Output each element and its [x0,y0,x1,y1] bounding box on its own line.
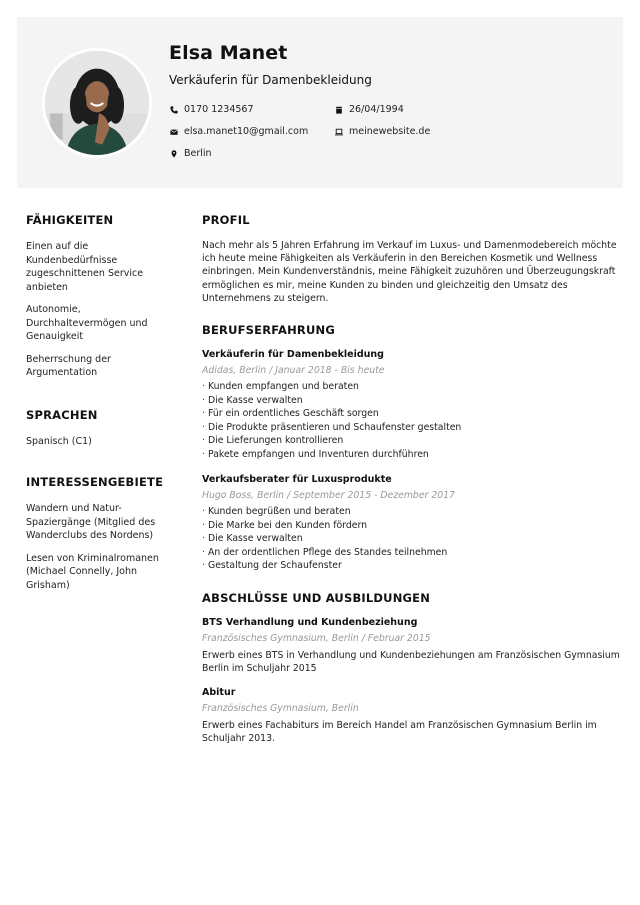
skill-item: Beherrschung der Argumentation [26,353,111,378]
languages-heading: SPRACHEN [26,407,98,422]
interests-section [26,475,181,592]
right-column [202,213,622,755]
education-heading: ABSCHLÜSSE UND AUSBILDUNGEN [202,590,431,605]
contact-email [169,126,308,137]
profile-heading: PROFIL [202,213,250,227]
portrait-illustration [45,51,149,155]
languages-section [26,408,181,449]
education-meta: Französisches Gymnasium, Berlin / Februar 2015 [202,632,431,644]
job-entry [202,349,622,461]
education-title: BTS Verhandlung und Kundenbeziehung [202,616,418,628]
job-bullet: · Die Kasse verwalten [202,394,303,406]
job-meta: Adidas, Berlin / Januar 2018 - Bis heute [202,365,385,377]
skills-section [26,213,181,380]
location-value: Berlin [184,148,212,159]
job-bullet: · Für ein ordentliches Geschäft sorgen [202,408,379,420]
website-value[interactable]: meinewebsite.de [349,126,431,137]
language-item: Spanisch (C1) [26,435,92,447]
education-text: Erwerb eines BTS in Verhandlung und Kundenbeziehungen am Französischen Gymnasium Berlin im Schuljahr 2015 [202,649,620,674]
email-value[interactable]: elsa.manet10@gmail.com [184,126,309,137]
job-bullet: · Die Produkte präsentieren und Schaufenster gestalten [202,421,462,433]
profile-text: Nach mehr als 5 Jahren Erfahrung im Verkauf im Luxus- und Damenmodebereich möchte ich heute meine Fähigkeiten als Verkäuferin in den Bereichen Kosmetik und Wellness einbringen. Mein Kundenverständnis, meine Fähigkeit zuzuhören und Überzeugungskraft ermöglichen es mir, meine Kunden zu binden und gleichzeitig den Umsatz des Unternehmens zu steigern. [202,240,617,304]
job-bullet: · An der ordentlichen Pflege des Standes teilnehmen [202,546,448,558]
interest-item: Lesen von Kriminalromanen (Michael Connelly, John Grisham) [26,552,159,591]
job-bullets [202,380,622,461]
person-job-title: Verkäuferin für Damenbekleidung [169,73,372,87]
laptop-icon [334,127,343,136]
job-bullet: · Gestaltung der Schaufenster [202,560,342,572]
job-bullet: · Kunden empfangen und beraten [202,381,359,393]
skills-heading: FÄHIGKEITEN [26,213,114,227]
education-title: Abitur [202,686,236,698]
interests-heading: INTERESSENGEBIETE [26,475,164,489]
contact-location [169,148,212,159]
job-bullet: · Kunden begrüßen und beraten [202,506,351,518]
skill-item: Einen auf die Kundenbedürfnisse zugeschnittenen Service anbieten [26,241,144,293]
contact-website [334,126,430,137]
job-title: Verkäuferin für Damenbekleidung [202,349,384,361]
experience-heading: BERUFSERFAHRUNG [202,323,335,338]
job-bullet: · Die Lieferungen kontrollieren [202,435,344,447]
job-entry [202,474,622,573]
education-section [202,591,622,746]
experience-section [202,323,622,573]
education-entry [202,687,622,745]
job-meta: Hugo Boss, Berlin / September 2015 - Dezember 2017 [202,490,455,502]
profile-photo [42,48,152,158]
contact-birthdate [334,104,404,115]
map-pin-icon [169,149,178,158]
job-title: Verkaufsberater für Luxusprodukte [202,474,392,486]
left-column [26,213,181,614]
job-bullet: · Die Marke bei den Kunden fördern [202,519,367,531]
contact-phone [169,104,254,115]
phone-value: 0170 1234567 [184,104,254,115]
job-bullet: · Pakete empfangen und Inventuren durchführen [202,448,429,460]
envelope-icon [169,127,178,136]
birthdate-value: 26/04/1994 [349,104,404,115]
person-name: Elsa Manet [169,42,288,64]
education-meta: Französisches Gymnasium, Berlin [202,702,359,714]
phone-icon [169,105,178,114]
profile-section [202,213,622,305]
skill-item: Autonomie, Durchhaltevermögen und Genauigkeit [26,304,148,342]
job-bullets [202,505,622,573]
calendar-icon [334,105,343,114]
job-bullet: · Die Kasse verwalten [202,533,303,545]
education-text: Erwerb eines Fachabiturs im Bereich Handel am Französischen Gymnasium Berlin im Schuljahr 2013. [202,719,597,745]
interest-item: Wandern und Natur-Spaziergänge (Mitglied des Wanderclubs des Nordens) [26,503,156,541]
education-entry [202,617,622,675]
